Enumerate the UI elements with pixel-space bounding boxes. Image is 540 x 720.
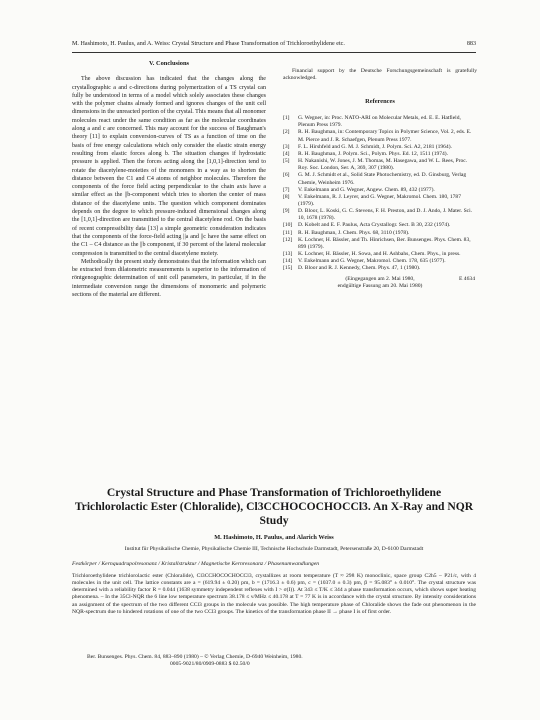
reference-item: [283, 237, 477, 251]
reference-text: V. Enkelmann, R. J. Leyrer, and G. Wegner, Makromol. Chem. 180, 1787 (1979).: [298, 193, 461, 207]
manuscript-code: E 4634: [458, 275, 475, 282]
reference-number: [3]: [283, 143, 290, 150]
reference-text: V. Enkelmann and G. Wegner, Makromol. Chem. 178, 635 (1977).: [298, 258, 446, 265]
reference-text: V. Enkelmann and G. Wegner, Angew. Chem. 89, 432 (1977).: [298, 186, 435, 193]
reference-number: [14]: [283, 258, 293, 265]
reference-item: [283, 208, 477, 222]
reference-number: [13]: [283, 251, 293, 258]
reference-text: F. L. Hirshfeld and G. M. J. Schmidt, J. Polym. Sci. A2, 2181 (1964).: [298, 143, 452, 150]
reference-number: [15]: [283, 265, 293, 272]
reference-item: [283, 187, 477, 194]
reference-list: [283, 115, 477, 272]
reference-text: R. H. Baughman, J. Polym. Sci., Polym. Phys. Ed. 12, 1511 (1974).: [298, 150, 449, 157]
received-line-1: (Eingegangen am 2. Mai 1980,: [345, 275, 415, 282]
article-abstract: Trichloroethylidene trichlorolactic ester (Chloralide), Cl3CCHOCOCHOCCl3, crystallizes at room temperature (T ≈ 298 K) monoclinic, space group C2h5 – P21/c, with 4 molecules in the unit cell. The lattice constants are a = (619.94 ± 0.20) pm, b = (1716.3 ± 0.6) pm, c = (1037.0 ± 0.3) pm, β = 95.083° ± 0.010°. The crystal structure was determined with a reliability factor R = 0.044 (1638 symmetry independent reflexes with I > σ(I)). At 343 ≤ T/K ≤ 344 a phase transformation occurs, which shows super heating phenomena. – In the 35Cl-NQR the 6 line low temperature spectrum 38.178 ≤ ν/MHz ≤ 40.178 at T = 77 K is in accordance with the crystal structure. By intensity considerations an assignment of the spectrum of the two different CCl3 groups in the molecule was possible. The high temperature phase of Chloralide shows the fade out phenomenon in the NQR-spectrum due to hindered rotations of one of the two CCl3 groups. The kinetics of the transformation phase II → phase I is of first order.: [72, 573, 476, 615]
reference-number: [5]: [283, 158, 290, 165]
article-title: Crystal Structure and Phase Transformation of Trichloroethylidene Trichlorolactic Ester (Chloralide), Cl3CCHOCOCHOCCl3. An X-Ray and NQR Study: [74, 486, 474, 528]
reference-number: [10]: [283, 222, 293, 229]
reference-item: [283, 194, 477, 208]
reference-text: D. Kobelt and E. F. Paulus, Acta Crystallogr. Sect. B 30, 232 (1974).: [298, 222, 451, 229]
article-authors: M. Hashimoto, H. Paulus, and Alarich Weiss: [214, 534, 334, 541]
reference-number: [9]: [283, 208, 290, 215]
reference-text: R. H. Baughman, in: Contemporary Topics in Polymer Science, Vol. 2, eds. E. M. Pierce and J. R. Schaefgen, Plenum Press 1977.: [298, 129, 472, 143]
reference-text: G. M. J. Schmidt et al., Solid State Photochemistry, ed. D. Ginsburg, Verlag Chemie, Weinheim 1976.: [298, 172, 467, 186]
reference-text: G. Wegner, in: Proc. NATO-ARI on Molecular Metals, ed. E. E. Hatfield, Plenum Press 1979.: [298, 115, 461, 129]
reference-item: [283, 172, 477, 186]
reference-number: [7]: [283, 186, 290, 193]
article-affiliation: Institut für Physikalische Chemie, Physikalische Chemie III, Technische Hochschule Darmstadt, Petersenstraße 20, D-6100 Darmstadt: [124, 546, 424, 552]
reference-item: [283, 158, 477, 172]
conclusions-paragraph-2: Methodically the present study demonstrates that the information which can be extracted from dilatometric measurements is superior to the information of röntgenographic determination of unit cell parameters, in particular, if in the intermediate conversion range the dimensions of monomeric and polymeric sections of the material are different.: [72, 258, 266, 299]
left-column: [72, 60, 266, 299]
reference-number: [4]: [283, 150, 290, 157]
running-head: [72, 41, 476, 47]
reference-number: [2]: [283, 129, 290, 136]
issn-line: 0005-9021/80/0909-0883 $ 02.50/0: [170, 661, 250, 668]
reference-text: D. Bloor, L. Koski, G. C. Stevens, F. H. Preston, and D. J. Ando, J. Mater. Sci. 10, 1678 (1978).: [298, 208, 473, 222]
citation-footer: [72, 654, 476, 669]
reference-item: [283, 230, 477, 237]
reference-text: R. H. Baughman, J. Chem. Phys. 68, 3110 (1978).: [298, 229, 410, 236]
conclusions-paragraph-1: The above discussion has indicated that the changes along the crystallographic a and c-directions during polymerization of a TS crystal can fully be understood in terms of a model which solely associates these changes with the polymer chains already formed and ignores changes of the unit cell dimensions in the unreacted portion of the crystal. This means that all monomer molecules react under the same condition as far as the molecular coordinates along a and c are concerned. This may account for the success of Baughman's theory [11] to explain conversion-curves of TS as a function of time on the basis of free energy calculations which only consider the elastic strain energy resulting from elastic forces along b. The situation changes if hydrostatic pressure is applied. Then the forces acting along the [1,0,1]-direction tend to rotate the diacetylene-moieties of the monomers in a way as to shorten the distance between the C1 and C4 atoms of neighbor molecules. Therefore the components of the force field acting perpendicular to the chain axis have a similar effect as the ||b-component which tries to shorten the center of mass distance of the diacetylene units. The question which component dominates depends on the degree to which pressure-induced dimensional changes along the [1,0,1]-direction are transmitted to the central diacetylene rod. On the basis of recent compressibility data [13] a simple geometric consideration indicates that the components of the force-field acting ||a and ||c have the same effect on the C1 – C4 distance as the ||b component, if 30 percent of the lateral molecular compression is transmitted to the central diacetylene moiety.: [72, 76, 266, 257]
reference-text: K. Lochner, H. Bässler, and Th. Hinrichsen, Ber. Bunsenges. Phys. Chem. 83, 899 (1979).: [298, 236, 471, 250]
reference-text: H. Nakanishi, W. Jones, J. M. Thomas, M. Hasegawa, and W. L. Rees, Proc. Roy. Soc. London, Ser. A, 369, 307 (1980).: [298, 158, 468, 172]
citation-line: Ber. Bunsenges. Phys. Chem. 84, 883–890 (1980) – © Verlag Chemie, D-6940 Weinheim, 1980.: [87, 654, 303, 660]
reference-number: [12]: [283, 236, 293, 243]
reference-number: [6]: [283, 172, 290, 179]
reference-item: [283, 265, 477, 272]
conclusions-heading: V. Conclusions: [148, 60, 189, 67]
reference-item: [283, 144, 477, 151]
reference-item: [283, 222, 477, 229]
received-line-2: endgültige Fassung am 20. Mai 1980): [337, 282, 423, 289]
reference-text: K. Lochner, H. Bässler, H. Sowa, and H. Ashbahs, Chem. Phys., in press.: [298, 251, 461, 258]
right-column: [283, 60, 477, 290]
reference-item: [283, 115, 477, 129]
reference-number: [1]: [283, 115, 290, 122]
acknowledgement: Financial support by the Deutsche Forschungsgemeinschaft is gratefully acknowledged.: [283, 68, 477, 82]
reference-text: D. Bloor and R. J. Kennedy, Chem. Phys. 47, 1 (1980).: [298, 265, 421, 272]
reference-item: [283, 151, 477, 158]
reference-number: [11]: [283, 229, 293, 236]
reference-item: [283, 129, 477, 143]
header-rule: [72, 52, 476, 53]
reference-number: [8]: [283, 193, 290, 200]
received-note: [283, 276, 477, 291]
running-head-title: M. Hashimoto, H. Paulus, and A. Weiss: Crystal Structure and Phase Transformation of Trichloroethylidene etc.: [72, 41, 345, 47]
references-heading: References: [365, 97, 395, 105]
page-number: 883: [466, 41, 476, 47]
article-keywords: Festkörper / Kernquadrupolresonanz / Kristallstruktur / Magnetische Kernresonanz / Phasenumwandlungen: [72, 561, 320, 567]
